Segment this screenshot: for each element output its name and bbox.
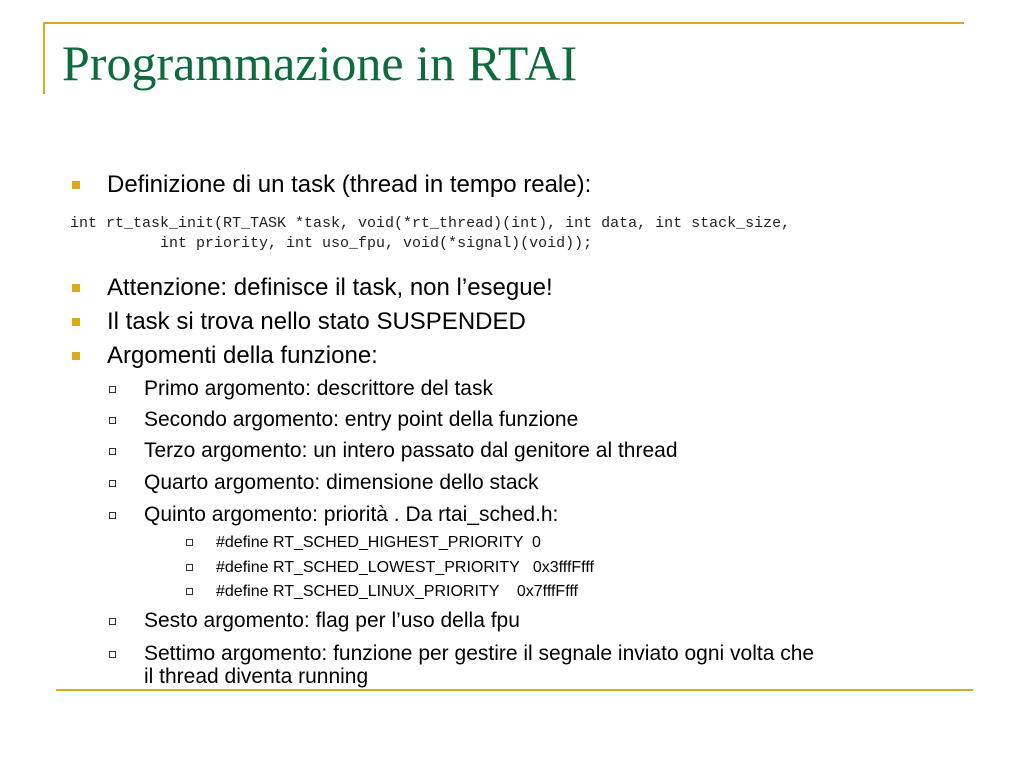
hollow-square-bullet-icon — [186, 539, 193, 546]
bullet-text: Il task si trova nello stato SUSPENDED — [107, 308, 526, 335]
square-bullet-icon — [72, 352, 80, 360]
hollow-square-bullet-icon — [109, 512, 116, 519]
sub-bullet-text: Secondo argomento: entry point della funzione — [144, 408, 579, 431]
hollow-square-bullet-icon — [186, 588, 193, 595]
sub-bullet-text: Terzo argomento: un intero passato dal genitore al thread — [144, 439, 678, 462]
code-line-1: int rt_task_init(RT_TASK *task, void(*rt_thread)(int), int data, int stack_size, — [70, 215, 791, 232]
hollow-square-bullet-icon — [109, 651, 116, 658]
hollow-square-bullet-icon — [109, 480, 116, 487]
square-bullet-icon — [72, 284, 80, 292]
sub-bullet-text: Primo argomento: descrittore del task — [144, 377, 493, 400]
define-text: #define RT_SCHED_LOWEST_PRIORITY 0x3fffFfff — [216, 559, 594, 576]
code-line-2: int priority, int uso_fpu, void(*signal)(void)); — [70, 235, 593, 252]
frame-bottom-rule — [56, 689, 973, 691]
frame-top-rule — [44, 22, 964, 24]
bullet-text: Attenzione: definisce il task, non l’esegue! — [107, 274, 553, 301]
square-bullet-icon — [72, 318, 80, 326]
hollow-square-bullet-icon — [109, 386, 116, 393]
sub-bullet-text: il thread diventa running — [144, 665, 369, 688]
define-text: #define RT_SCHED_HIGHEST_PRIORITY 0 — [216, 534, 541, 551]
define-text: #define RT_SCHED_LINUX_PRIORITY 0x7fffFfff — [216, 583, 578, 600]
frame-left-rule — [43, 22, 45, 94]
hollow-square-bullet-icon — [186, 564, 193, 571]
square-bullet-icon — [72, 181, 80, 189]
hollow-square-bullet-icon — [109, 417, 116, 424]
sub-bullet-text: Quinto argomento: priorità . Da rtai_sched.h: — [144, 503, 559, 526]
sub-bullet-text: Quarto argomento: dimensione dello stack — [144, 471, 539, 494]
sub-bullet-text: Settimo argomento: funzione per gestire il segnale inviato ogni volta che — [144, 642, 815, 665]
slide-title: Programmazione in RTAI — [62, 35, 578, 91]
hollow-square-bullet-icon — [109, 448, 116, 455]
bullet-text: Definizione di un task (thread in tempo reale): — [107, 171, 592, 198]
sub-bullet-text: Sesto argomento: flag per l’uso della fpu — [144, 609, 520, 632]
hollow-square-bullet-icon — [109, 618, 116, 625]
bullet-text: Argomenti della funzione: — [107, 342, 378, 369]
